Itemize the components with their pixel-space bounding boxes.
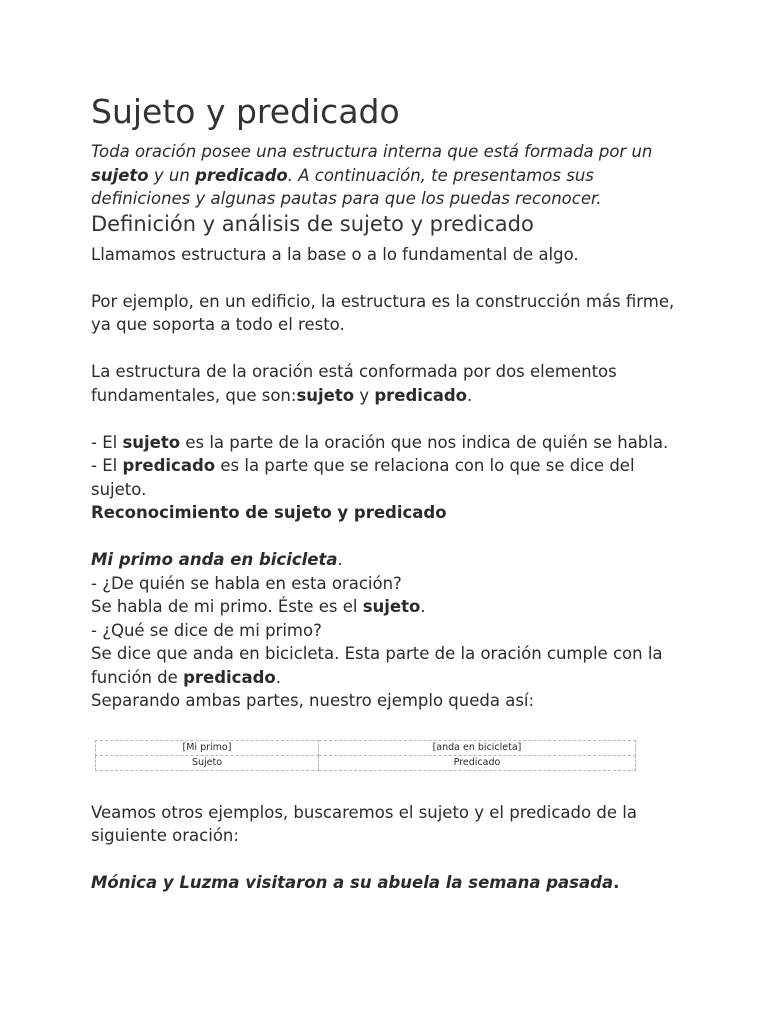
paragraph-def-sujeto — [91, 431, 691, 455]
text: . — [275, 667, 281, 687]
text: . — [467, 385, 473, 405]
text: es la parte que se relaciona con lo que se dice del sujeto. — [91, 456, 635, 499]
example-table-wrapper — [95, 740, 636, 771]
intro-text: Toda oración posee una estructura interna que está formada por un — [91, 142, 653, 161]
bold-sujeto: sujeto — [122, 432, 181, 452]
table-row — [96, 740, 636, 755]
bold-sujeto: sujeto — [362, 597, 421, 616]
paragraph-estructura: Llamamos estructura a la base o a lo fundamental de algo. — [91, 244, 579, 264]
intro-text: . A continuación, te presentamos sus definiciones y algunas pautas para que los puedas reconocer. — [91, 165, 602, 208]
text: - El — [91, 432, 123, 452]
intro-text: y un — [148, 165, 196, 185]
section-title-definicion: Definición y análisis de sujeto y predicado — [91, 211, 534, 236]
table-cell-sujeto-label: Sujeto — [96, 755, 319, 770]
example-sentence-text: Mónica y Luzma visitaron a su abuela la semana pasada — [91, 873, 614, 892]
answer-2 — [91, 642, 691, 689]
example-sentence-2 — [91, 871, 691, 895]
text: es la parte de la oración que nos indica de quién se habla. — [180, 432, 669, 452]
paragraph-ejemplo-edificio: Por ejemplo, en un edificio, la estructura es la construcción más firme, ya que soporta a todo el resto. — [91, 291, 675, 334]
text: . — [613, 873, 620, 892]
intro-paragraph — [91, 140, 691, 211]
table-cell-sujeto-text: [Mi primo] — [96, 740, 319, 755]
text: . — [420, 597, 426, 616]
question-2: - ¿Qué se dice de mi primo? — [91, 620, 322, 640]
table-cell-predicado-text: [anda en bicicleta] — [319, 740, 636, 755]
text: . — [337, 550, 343, 569]
answer-1 — [91, 595, 691, 619]
bold-sujeto: sujeto — [296, 385, 355, 405]
text: Se dice que anda en bicicleta. Esta parte de la oración cumple con la función de — [91, 644, 663, 687]
text: Se habla de mi primo. Éste es el — [91, 597, 363, 616]
document-page — [91, 90, 691, 895]
bold-predicado: predicado — [122, 456, 216, 475]
page-title: Sujeto y predicado — [91, 92, 400, 131]
table-cell-predicado-label: Predicado — [319, 755, 636, 770]
section-title-reconocimiento: Reconocimiento de sujeto y predicado — [91, 503, 447, 522]
example-sentence-1 — [91, 548, 691, 572]
bold-predicado: predicado — [374, 385, 468, 405]
text: y — [354, 385, 375, 405]
paragraph-otros-ejemplos: Veamos otros ejemplos, buscaremos el sujeto y el predicado de la siguiente oración: — [91, 802, 637, 845]
bold-predicado: predicado — [183, 667, 276, 687]
text: La estructura de la oración está conformada por dos elementos fundamentales, que son: — [91, 362, 617, 405]
table-row — [96, 755, 636, 770]
conclusion-paragraph: Separando ambas partes, nuestro ejemplo queda así: — [91, 691, 535, 710]
example-sentence-text: Mi primo anda en bicicleta — [91, 550, 338, 569]
intro-bold-sujeto: sujeto — [91, 165, 149, 185]
text: - El — [91, 456, 123, 475]
paragraph-def-predicado — [91, 454, 691, 501]
question-1: - ¿De quién se habla en esta oración? — [91, 573, 402, 593]
example-table — [95, 740, 636, 771]
paragraph-elementos — [91, 360, 691, 407]
intro-bold-predicado: predicado — [195, 165, 288, 185]
